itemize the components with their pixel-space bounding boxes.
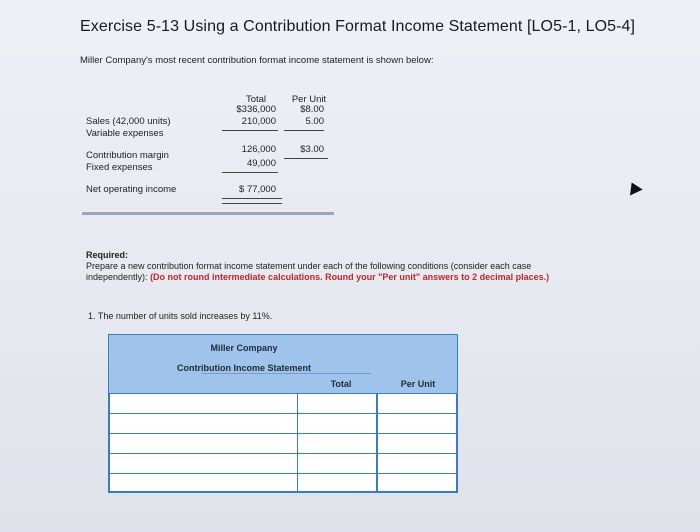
variable-total: 210,000 bbox=[241, 116, 276, 127]
question-1: 1. The number of units sold increases by 11%. bbox=[88, 311, 273, 321]
separator bbox=[82, 212, 334, 215]
answer-label-input[interactable] bbox=[109, 453, 298, 474]
fixed-total: 49,000 bbox=[246, 158, 276, 169]
answer-total-input[interactable] bbox=[297, 453, 377, 474]
contribution-per-unit: $3.00 bbox=[300, 144, 324, 155]
answer-per-unit-input[interactable] bbox=[377, 433, 457, 454]
sales-per-unit: $8.00 bbox=[300, 104, 324, 115]
column-per-unit: Per Unit bbox=[400, 379, 436, 389]
answer-per-unit-input[interactable] bbox=[377, 413, 457, 434]
row-label-contribution: Contribution margin bbox=[86, 150, 169, 161]
answer-per-unit-input[interactable] bbox=[377, 393, 457, 414]
answer-label-input[interactable] bbox=[109, 393, 298, 414]
required-section bbox=[86, 250, 586, 283]
answer-per-unit-input[interactable] bbox=[377, 473, 457, 492]
contribution-total: 126,000 bbox=[241, 144, 276, 155]
required-heading: Required: bbox=[86, 250, 129, 260]
answer-table bbox=[108, 334, 458, 493]
header-total: Total bbox=[245, 94, 267, 105]
sales-total: $336,000 bbox=[236, 104, 276, 115]
answer-total-input[interactable] bbox=[297, 413, 377, 434]
row-label-net-income: Net operating income bbox=[86, 184, 177, 195]
header-per-unit: Per Unit bbox=[291, 94, 327, 105]
statement-title: Contribution Income Statement bbox=[176, 363, 311, 373]
answer-label-input[interactable] bbox=[109, 413, 298, 434]
income-statement bbox=[86, 94, 346, 214]
row-label-variable: Variable expenses bbox=[86, 128, 164, 139]
answer-total-input[interactable] bbox=[297, 473, 377, 492]
intro-text: Miller Company's most recent contribution format income statement is shown below: bbox=[80, 55, 434, 66]
answer-label-input[interactable] bbox=[109, 433, 298, 454]
row-label-fixed: Fixed expenses bbox=[86, 162, 153, 173]
row-label-sales: Sales (42,000 units) bbox=[86, 116, 171, 127]
answer-total-input[interactable] bbox=[297, 433, 377, 454]
required-text: Prepare a new contribution format income statement under each of the following conditions (consider each case independently): bbox=[86, 261, 532, 282]
variable-per-unit: 5.00 bbox=[305, 116, 324, 127]
answer-table-header bbox=[109, 335, 457, 393]
answer-label-input[interactable] bbox=[109, 473, 298, 492]
company-name: Miller Company bbox=[210, 343, 278, 353]
answer-total-input[interactable] bbox=[297, 393, 377, 414]
required-instruction: (Do not round intermediate calculations. Round your "Per unit" answers to 2 decimal places.) bbox=[150, 272, 550, 282]
answer-per-unit-input[interactable] bbox=[377, 453, 457, 474]
column-total: Total bbox=[330, 379, 352, 389]
mouse-cursor-icon bbox=[625, 180, 642, 196]
page-title: Exercise 5-13 Using a Contribution Format Income Statement [LO5-1, LO5-4] bbox=[80, 18, 636, 35]
net-income-total: $ 77,000 bbox=[239, 184, 276, 195]
